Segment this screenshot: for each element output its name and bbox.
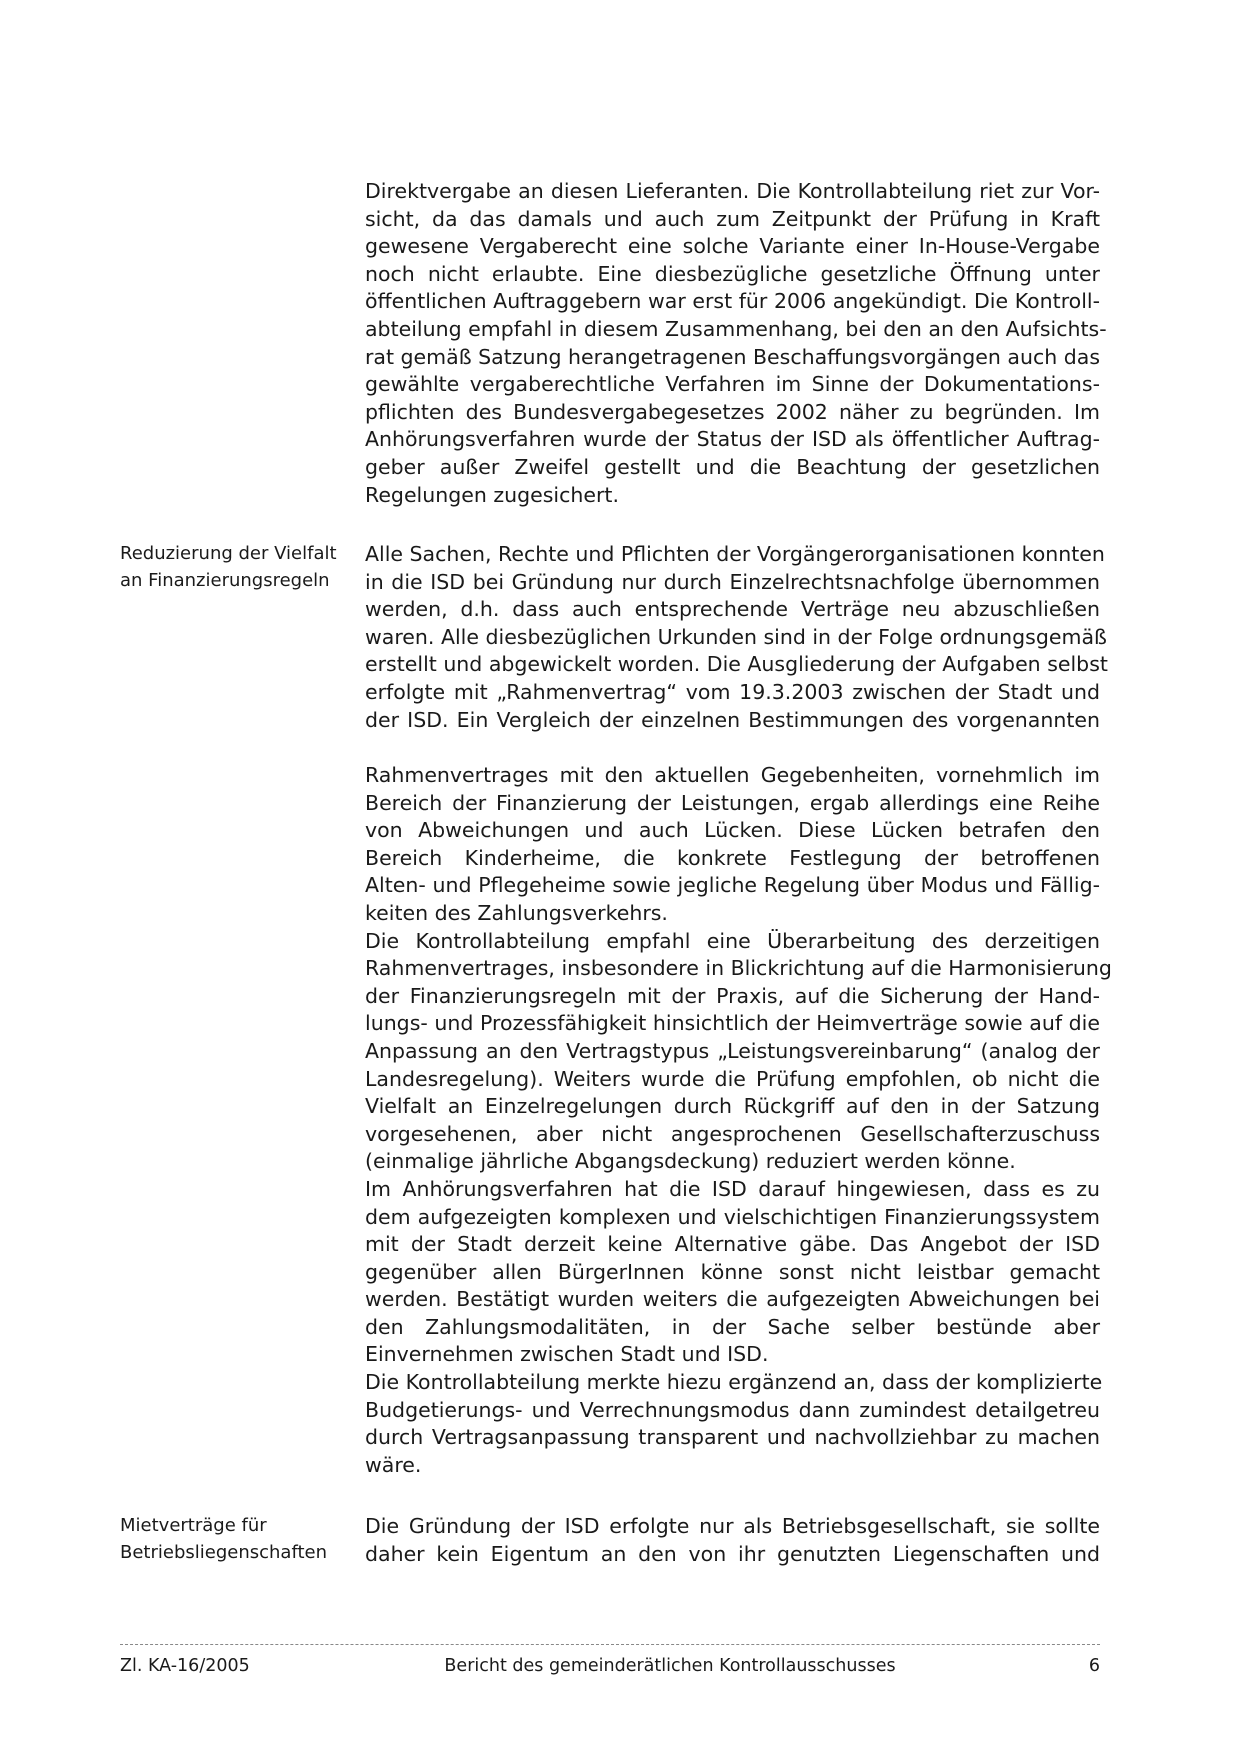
text-line: noch nicht erlaubte. Eine diesbezügliche gesetzliche Öffnung unter [365,261,1100,286]
text-line: mit der Stadt derzeit keine Alternative gäbe. Das Angebot der ISD [365,1232,1100,1257]
paragraph-rahmenvertrag [365,541,1108,734]
margin-heading-mietvertraege [120,1512,355,1566]
text-line: Regelungen zugesichert. [365,482,619,507]
text-line: erfolgte mit „Rahmenvertrag“ vom 19.3.2003 zwischen der Stadt und [365,679,1100,704]
text-line: öffentlichen Auftraggebern war erst für 2006 angekündigt. Die Kontroll- [365,289,1100,314]
margin-heading-line: Reduzierung der Vielfalt [120,543,337,564]
text-line: der ISD. Ein Vergleich der einzelnen Bestimmungen des vorgenannten [365,707,1100,732]
text-line: Alten- und Pflegeheime sowie jegliche Regelung über Modus und Fällig- [365,873,1100,898]
text-line: Budgetierungs- und Verrechnungsmodus dann zumindest detailgetreu [365,1397,1100,1422]
text-line: lungs- und Prozessfähigkeit hinsichtlich der Heimverträge sowie auf die [365,1011,1100,1036]
margin-heading-line: Mietverträge für [120,1515,267,1536]
text-line: sicht, da das damals und auch zum Zeitpunkt der Prüfung in Kraft [365,206,1100,231]
text-line: gewesene Vergaberecht eine solche Variante einer In-House-Vergabe [365,234,1100,259]
text-line: in die ISD bei Gründung nur durch Einzelrechtsnachfolge übernommen [365,569,1100,594]
footer-reference: Zl. KA-16/2005 [120,1656,250,1676]
text-line: abteilung empfahl in diesem Zusammenhang, bei den an den Aufsichts- [365,316,1107,341]
text-line: daher kein Eigentum an den von ihr genutzten Liegenschaften und [365,1541,1100,1566]
page-number: 6 [1088,1656,1100,1676]
text-line: Rahmenvertrages, insbesondere in Blickrichtung auf die Harmonisierung [365,956,1112,981]
paragraph-vergabe [365,178,1107,509]
text-line: Im Anhörungsverfahren hat die ISD darauf hingewiesen, dass es zu [365,1176,1100,1201]
text-line: geber außer Zweifel gestellt und die Beachtung der gesetzlichen [365,454,1100,479]
text-line: durch Vertragsanpassung transparent und nachvollziehbar zu machen [365,1425,1100,1450]
margin-heading-line: an Finanzierungsregeln [120,570,330,591]
footer-title: Bericht des gemeinderätlichen Kontrollausschusses [444,1656,896,1676]
text-line: Bereich Kinderheime, die konkrete Festlegung der betroffenen [365,845,1100,870]
text-line: Die Kontrollabteilung empfahl eine Überarbeitung des derzeitigen [365,928,1100,953]
text-line: Die Kontrollabteilung merkte hiezu ergänzend an, dass der komplizierte [365,1370,1103,1395]
margin-heading-line: Betriebsliegenschaften [120,1542,328,1563]
text-line: gewählte vergaberechtliche Verfahren im Sinne der Dokumentations- [365,372,1100,397]
text-line: von Abweichungen und auch Lücken. Diese Lücken betrafen den [365,818,1100,843]
text-line: Anhörungsverfahren wurde der Status der ISD als öffentlicher Auftrag- [365,427,1100,452]
text-line: dem aufgezeigten komplexen und vielschichtigen Finanzierungssystem [365,1204,1100,1229]
margin-heading-finanzierungsregeln [120,540,355,594]
text-line: werden. Bestätigt wurden weiters die aufgezeigten Abweichungen bei [365,1287,1100,1312]
text-line: Rahmenvertrages mit den aktuellen Gegebenheiten, vornehmlich im [365,763,1100,787]
text-line: pflichten des Bundesvergabegesetzes 2002 näher zu begründen. Im [365,399,1100,424]
text-line: erstellt und abgewickelt worden. Die Ausgliederung der Aufgaben selbst [365,652,1108,677]
text-line: Anpassung an den Vertragstypus „Leistungsvereinbarung“ (analog der [365,1038,1100,1063]
text-line: den Zahlungsmodalitäten, in der Sache selber bestünde aber [365,1314,1100,1339]
text-line: Die Gründung der ISD erfolgte nur als Betriebsgesellschaft, sie sollte [365,1514,1100,1538]
text-line: Alle Sachen, Rechte und Pflichten der Vorgängerorganisationen konnten [365,542,1105,566]
text-line: wäre. [365,1452,422,1477]
text-line: werden, d.h. dass auch entsprechende Verträge neu abzuschließen [365,597,1100,622]
text-line: Landesregelung). Weiters wurde die Prüfung empfohlen, ob nicht die [365,1066,1100,1091]
text-line: (einmalige jährliche Abgangsdeckung) reduziert werden könne. [365,1149,1016,1174]
text-line: der Finanzierungsregeln mit der Praxis, auf die Sicherung der Hand- [365,983,1100,1008]
text-line: Direktvergabe an diesen Lieferanten. Die Kontrollabteilung riet zur Vor- [365,179,1100,203]
paragraph-abweichungen [365,762,1112,1479]
text-line: Vielfalt an Einzelregelungen durch Rückgriff auf den in der Satzung [365,1094,1100,1119]
footer-divider [120,1644,1100,1645]
text-line: Bereich der Finanzierung der Leistungen, ergab allerdings eine Reihe [365,790,1100,815]
text-line: rat gemäß Satzung herangetragenen Beschaffungsvorgängen auch das [365,344,1101,369]
text-line: keiten des Zahlungsverkehrs. [365,900,668,925]
text-line: Einvernehmen zwischen Stadt und ISD. [365,1342,769,1367]
paragraph-liegenschaften [365,1513,1100,1568]
text-line: gegenüber allen BürgerInnen könne sonst nicht leistbar gemacht [365,1259,1100,1284]
text-line: waren. Alle diesbezüglichen Urkunden sind in der Folge ordnungsgemäß [365,624,1107,649]
text-line: vorgesehenen, aber nicht angesprochenen Gesellschafterzuschuss [365,1121,1100,1146]
